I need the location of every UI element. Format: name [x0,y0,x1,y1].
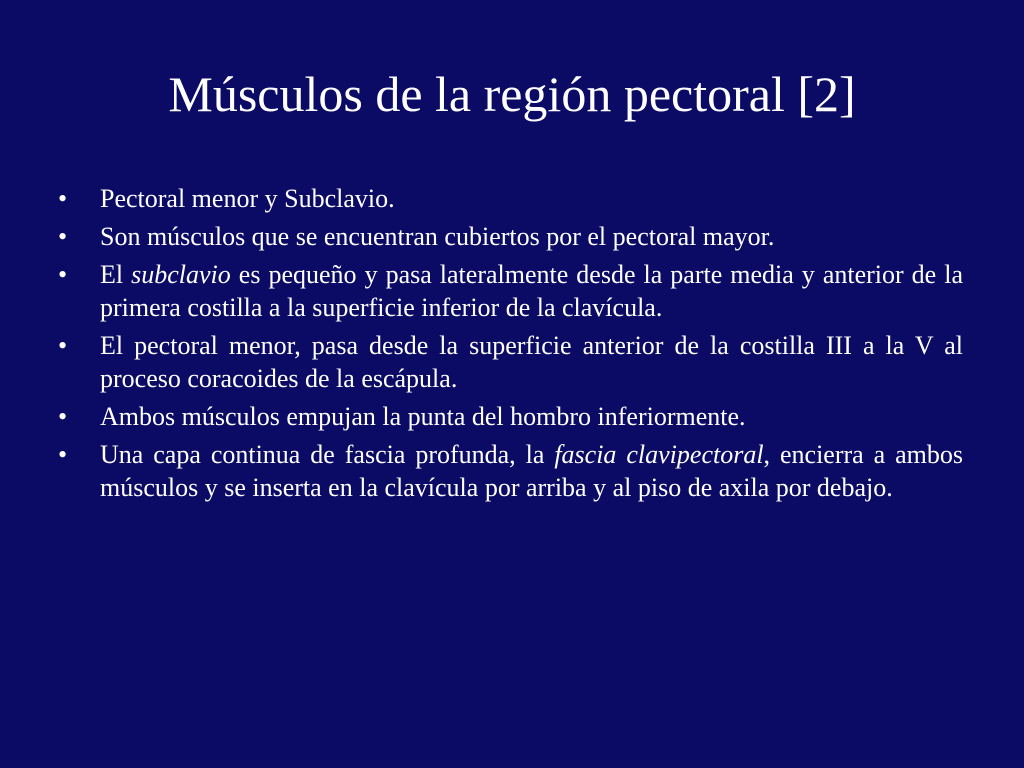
bullet-item [58,220,963,253]
bullet-text: Son músculos que se encuentran cubiertos por el pectoral mayor. [100,222,775,251]
bullet-text: El pectoral menor, pasa desde la superficie anterior de la costilla III a la V al proceso coracoides de la escápula. [100,331,963,393]
bullet-item [58,438,963,504]
bullet-dot-icon: • [58,402,68,431]
bullet-list [58,182,963,509]
bullet-text: , encierra a ambos músculos y se inserta en la clavícula por arriba y al piso de axila por debajo. [100,440,963,502]
bullet-text: es pequeño y pasa lateralmente desde la parte media y anterior de la primera costilla a la superficie inferior de la clavícula. [100,260,963,322]
bullet-dot-icon: • [58,222,68,251]
bullet-item [58,182,963,215]
bullet-dot-icon: • [58,440,68,469]
slide-title: Músculos de la región pectoral [2] [168,66,856,122]
bullet-item [58,329,963,395]
bullet-text: Una capa continua de fascia profunda, la [100,440,555,469]
bullet-item [58,258,963,324]
bullet-emphasis: subclavio [131,260,231,289]
bullet-text: El [100,260,132,289]
bullet-dot-icon: • [58,184,68,213]
bullet-text: Pectoral menor y Subclavio. [100,184,395,213]
bullet-dot-icon: • [58,331,68,360]
bullet-text: Ambos músculos empujan la punta del hombro inferiormente. [100,402,746,431]
bullet-item [58,400,963,433]
bullet-emphasis: fascia clavipectoral [554,440,764,469]
bullet-dot-icon: • [58,260,68,289]
